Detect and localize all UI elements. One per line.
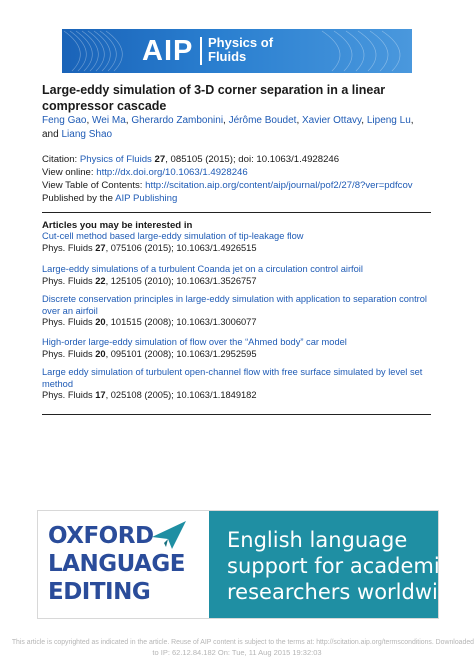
citation-label: Citation: — [42, 154, 80, 165]
related-article-citation: Phys. Fluids 20, 101515 (2008); 10.1063/1.3006077 — [42, 317, 257, 327]
related-article-citation: Phys. Fluids 17, 025108 (2005); 10.1063/1.1849182 — [42, 390, 257, 400]
related-article — [42, 231, 434, 254]
journal-name-line1: Physics of — [208, 35, 274, 50]
ad-brand-line: OXFORD — [48, 523, 154, 549]
view-online-line — [42, 167, 248, 179]
author-link[interactable]: Feng Gao — [42, 115, 87, 126]
author-list: Feng Gao, Wei Ma, Gherardo Zambonini, Jérôme Boudet, Xavier Ottavy, Lipeng Lu, and Liang Shao — [42, 115, 414, 140]
view-online-link[interactable]: http://dx.doi.org/10.1063/1.4928246 — [96, 167, 248, 178]
citation-rest: , 085105 (2015); doi: 10.1063/1.4928246 — [165, 154, 340, 165]
related-articles-heading: Articles you may be interested in — [42, 220, 193, 231]
paper-plane-icon — [150, 519, 188, 551]
ad-slogan-panel — [209, 511, 465, 618]
publisher-line — [42, 193, 177, 205]
related-article-link[interactable]: Discrete conservation principles in large-eddy simulation with application to separation control over an airfoil — [42, 294, 427, 316]
publisher-label: Published by the — [42, 193, 116, 204]
aip-logo: AIP — [142, 35, 194, 67]
view-online-label: View online: — [42, 167, 97, 178]
ad-brand-panel — [38, 511, 209, 618]
journal-name-line2: Fluids — [208, 49, 247, 64]
banner-divider — [200, 37, 202, 65]
citation-journal-link[interactable]: Physics of Fluids — [79, 154, 152, 165]
related-article — [42, 294, 434, 329]
publisher-link[interactable]: AIP Publishing — [115, 193, 178, 204]
author-link[interactable]: Wei Ma — [92, 115, 126, 126]
footer-line: This article is copyrighted as indicated in the article. Reuse of AIP content is subject to the terms at: http://scitation.aip.org/termsconditions. Downloaded — [11, 639, 474, 646]
citation-volume: 27 — [154, 154, 166, 165]
toc-line — [42, 180, 413, 192]
related-article-citation: Phys. Fluids 27, 075106 (2015); 10.1063/1.4926515 — [42, 242, 257, 253]
ad-brand-line: LANGUAGE — [48, 551, 185, 577]
related-article — [42, 264, 434, 287]
divider-top — [42, 212, 431, 213]
toc-link[interactable]: http://scitation.aip.org/content/aip/journal/pof2/27/8?ver=pdfcov — [145, 180, 413, 191]
ad-slogan-line: support for academic — [227, 554, 452, 578]
related-article-link[interactable]: Cut-cell method based large-eddy simulation of tip-leakage flow — [42, 231, 304, 241]
copyright-footer — [0, 638, 474, 658]
ad-slogan-line: English language — [227, 528, 408, 552]
related-article-link[interactable]: Large eddy simulation of turbulent open-channel flow with free surface simulated by level set method — [42, 367, 423, 389]
related-article — [42, 367, 434, 402]
article-title: Large-eddy simulation of 3-D corner separation in a linear compressor cascade — [42, 83, 386, 113]
toc-label: View Table of Contents: — [42, 180, 146, 191]
author-link[interactable]: Lipeng Lu — [366, 115, 411, 126]
author-link[interactable]: Gherardo Zambonini — [131, 115, 224, 126]
oxford-language-editing-ad[interactable] — [37, 510, 465, 619]
ad-brand-line: EDITING — [48, 579, 151, 605]
related-article-citation: Phys. Fluids 22, 125105 (2010); 10.1063/1.3526757 — [42, 275, 257, 286]
citation-line — [42, 154, 339, 166]
divider-bottom — [42, 414, 431, 415]
related-article-citation: Phys. Fluids 20, 095101 (2008); 10.1063/1.2952595 — [42, 348, 257, 359]
author-link[interactable]: Xavier Ottavy — [302, 115, 362, 126]
related-article — [42, 337, 434, 360]
ad-slogan-line: researchers worldwide — [227, 580, 465, 604]
related-article-link[interactable]: High-order large-eddy simulation of flow over the “Ahmed body” car model — [42, 337, 347, 347]
author-link[interactable]: Liang Shao — [61, 129, 113, 140]
journal-banner — [62, 29, 412, 73]
author-link[interactable]: Jérôme Boudet — [228, 115, 297, 126]
footer-line: to IP: 62.12.84.182 On: Tue, 11 Aug 2015 19:32:03 — [152, 648, 322, 657]
related-article-link[interactable]: Large-eddy simulations of a turbulent Coanda jet on a circulation control airfoil — [42, 264, 363, 274]
